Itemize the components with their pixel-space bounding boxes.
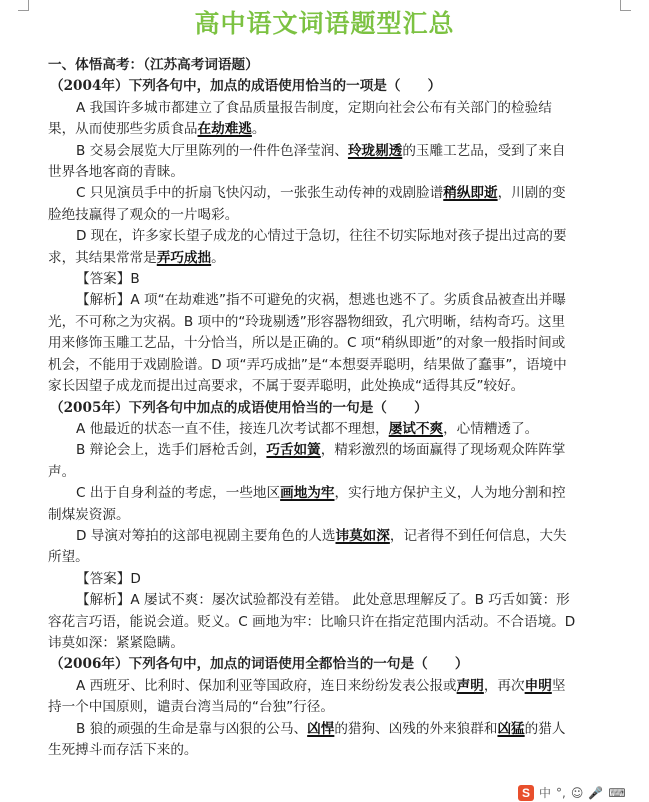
question-2005-answer: 【答案】D [76, 570, 141, 587]
ime-logo-icon[interactable]: S [518, 785, 534, 801]
question-2004-option-a: A 我国许多城市都建立了食品质量报告制度，定期向社会公布有关部门的检验结果，从而使那些劣质食品在劫难逃。 [48, 99, 552, 138]
question-2006-stem: （2006年）下列各句中，加点的词语使用全都恰当的一句是（ ） [50, 656, 469, 673]
question-2005-analysis: 【解析】A 屡试不爽：屡次试验都没有差错。 此处意思理解反了。B 巧舌如簧：形容花言巧语，能说会道。贬义。C 画地为牢：比喻只许在指定范围内活动。不合语境。D 讳莫如深：紧紧隐瞒。 [48, 592, 576, 651]
emphasized-idiom: 屡试不爽 [388, 420, 444, 437]
emphasized-word: 申明 [524, 677, 552, 694]
emphasized-word: 凶悍 [307, 720, 335, 737]
question-2004-option-c: C 只见演员手中的折扇飞快闪动，一张张生动传神的戏剧脸谱稍纵即逝，川剧的变脸绝技赢得了观众的一片喝彩。 [48, 185, 566, 223]
question-2004-option-b: B 交易会展览大厅里陈列的一件件色泽莹润、玲珑剔透的玉雕工艺品，受到了来自世界各地客商的青睐。 [48, 142, 566, 181]
ime-toolbar[interactable] [518, 783, 649, 802]
ime-emoji-icon[interactable]: ☺ [570, 785, 584, 800]
emphasized-word: 声明 [456, 677, 484, 694]
question-2006-option-a: A 西班牙、比利时、保加利亚等国政府，连日来纷纷发表公报或声明，再次申明坚持一个中国原则，谴责台湾当局的“台独”行径。 [48, 677, 566, 716]
question-2005-option-a: A 他最近的状态一直不佳，接连几次考试都不理想，屡试不爽，心情糟透了。 [76, 420, 539, 437]
ime-microphone-icon[interactable]: 🎤 [588, 785, 604, 800]
ime-keyboard-icon[interactable]: ⌨ [608, 785, 626, 800]
emphasized-idiom: 画地为牢 [280, 485, 335, 502]
document-title: 高中语文词语题型汇总 [194, 9, 455, 38]
question-2004-option-d: D 现在，许多家长望子成龙的心情过于急切，往往不切实际地对孩子提出过高的要求，其结果常常是弄巧成拙。 [48, 228, 567, 266]
question-2005-option-c: C 出于自身利益的考虑，一些地区画地为牢，实行地方保护主义，人为地分割和控制煤炭资源。 [48, 485, 566, 523]
emphasized-idiom: 巧舌如簧 [266, 442, 321, 459]
ime-punctuation-icon[interactable]: °, [556, 785, 566, 800]
question-2005-stem: （2005年）下列各句中加点的成语使用恰当的一句是（ ） [50, 399, 428, 416]
question-2004-answer: 【答案】B [76, 271, 140, 288]
question-2005-option-d: D 导演对筹拍的这部电视剧主要角色的人选讳莫如深，记者得不到任何信息，大失所望。 [48, 527, 567, 566]
emphasized-idiom: 在劫难逃 [197, 121, 252, 138]
emphasized-idiom: 玲珑剔透 [347, 142, 403, 159]
emphasized-idiom: 稍纵即逝 [443, 185, 498, 202]
section-heading: 一、体悟高考：（江苏高考词语题） [48, 57, 259, 73]
emphasized-idiom: 讳莫如深 [335, 527, 390, 544]
emphasized-idiom: 弄巧成拙 [156, 249, 212, 266]
document-body [48, 55, 578, 761]
question-2006-option-b: B 狼的顽强的生命是靠与凶狠的公马、凶悍的猎狗、凶残的外来狼群和凶猛的猎人生死搏斗而存活下来的。 [48, 720, 566, 758]
question-2004-analysis: 【解析】A 项“在劫难逃”指不可避免的灾祸，想逃也逃不了。劣质食品被查出并曝光，不可称之为灾祸。B 项中的“玲珑剔透”形容器物细致，孔穴明晰，结构奇巧。这里用来修饰玉雕工艺品，十分恰当，所以是正确的。C 项“稍纵即逝”的对象一般指时间或机会，不能用于戏剧脸谱。D 项“弄巧成拙”是“本想耍弄聪明，结果做了蠢事”，语境中家长因望子成龙而提出过高要求，不属于耍弄聪明，此处换成“适得其反”较好。 [48, 292, 567, 395]
question-2005-option-b: B 辩论会上，选手们唇枪舌剑，巧舌如簧，精彩激烈的场面赢得了现场观众阵阵掌声。 [48, 442, 566, 480]
question-2004-stem: （2004年）下列各句中，加点的成语使用恰当的一项是（ ） [50, 78, 442, 95]
ime-language-toggle[interactable]: 中 [539, 786, 552, 800]
emphasized-word: 凶猛 [497, 720, 525, 737]
